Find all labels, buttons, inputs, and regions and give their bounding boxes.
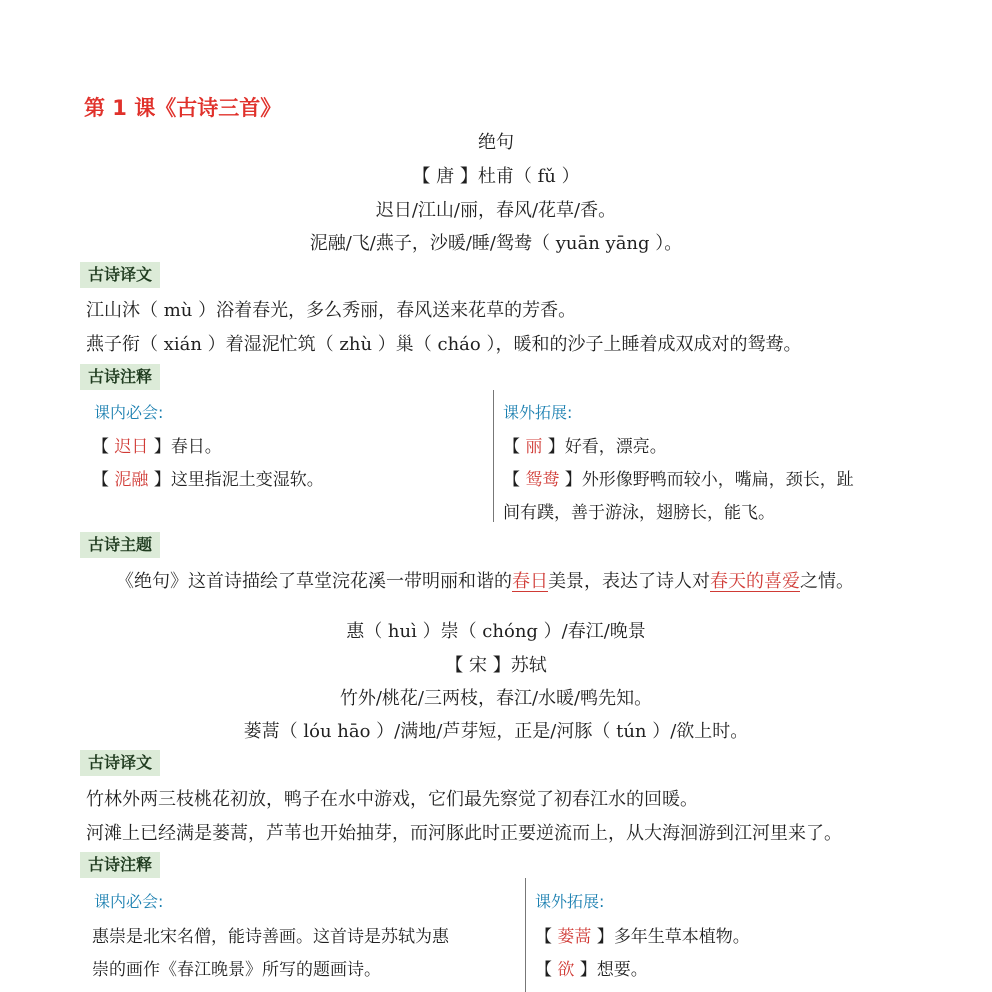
poem2-translation-1: 竹林外两三枝桃花初放，鸭子在水中游戏，它们最先察觉了初春江水的回暖。 xyxy=(86,789,698,810)
poem2-outside-label: 课外拓展: xyxy=(535,892,605,911)
poem2-translation-2: 河滩上已经满是蒌蒿，芦苇也开始抽芽，而河豚此时正要逆流而上，从大海洄游到江河里来了。 xyxy=(86,823,842,844)
lesson-title: 第 1 课《古诗三首》 xyxy=(84,96,282,120)
poem2-outside-note-1: 【 蒌蒿 】多年生草本植物。 xyxy=(535,927,750,947)
note-text: 想要。 xyxy=(596,960,648,980)
note-term: 鸳鸯 xyxy=(525,470,560,490)
poem1-outside-label: 课外拓展: xyxy=(503,403,573,422)
poem1-author: 【 唐 】杜甫（ fǔ ） xyxy=(412,166,580,187)
poem1-theme-text xyxy=(116,567,854,593)
poem1-notes-tag: 古诗注释 xyxy=(80,364,160,390)
poem1-inside-note-2: 【 泥融 】这里指泥土变湿软。 xyxy=(92,470,324,490)
poem1-outside-note-2: 【 鸳鸯 】外形像野鸭而较小，嘴扁，颈长，趾 xyxy=(503,470,854,490)
theme-part: 《绝句》这首诗描绘了草堂浣花溪一带明丽和谐的 xyxy=(116,571,512,592)
note-text: 这里指泥土变湿软。 xyxy=(170,470,324,490)
poem1-line-2: 泥融/飞/燕子，沙暖/睡/鸳鸯（ yuān yāng ）。 xyxy=(309,233,683,254)
poem1-inside-label: 课内必会: xyxy=(94,403,164,422)
poem1-translation-2: 燕子衔（ xián ）着湿泥忙筑（ zhù ）巢（ cháo ），暖和的沙子上睡着成双成对的鸳鸯。 xyxy=(86,334,802,355)
note-text: 春日。 xyxy=(170,437,222,457)
poem2-notes-tag: 古诗注释 xyxy=(80,852,160,878)
poem2-inside-text-2: 崇的画作《春江晚景》所写的题画诗。 xyxy=(92,960,381,980)
poem2-notes-divider xyxy=(525,878,526,992)
theme-highlight-love-spring: 春天的喜爱 xyxy=(710,571,800,592)
poem1-inside-note-1: 【 迟日 】春日。 xyxy=(92,437,222,457)
theme-part: 之情。 xyxy=(800,571,854,592)
poem2-translation-tag: 古诗译文 xyxy=(80,750,160,776)
poem1-translation-1: 江山沐（ mù ）浴着春光，多么秀丽，春风送来花草的芳香。 xyxy=(86,300,577,321)
note-term: 蒌蒿 xyxy=(557,927,592,947)
poem1-translation-tag: 古诗译文 xyxy=(80,262,160,288)
poem2-line-2: 蒌蒿（ lóu hāo ）/满地/芦芽短，正是/河豚（ tún ）/欲上时。 xyxy=(243,721,749,742)
note-text: 好看，漂亮。 xyxy=(564,437,667,457)
note-term: 丽 xyxy=(525,437,543,457)
poem2-author: 【 宋 】苏轼 xyxy=(445,655,547,676)
poem2-line-1: 竹外/桃花/三两枝，春江/水暖/鸭先知。 xyxy=(339,688,653,709)
note-text: 多年生草本植物。 xyxy=(613,927,750,947)
poem1-outside-note-2-cont: 间有蹼，善于游泳，翅膀长，能飞。 xyxy=(503,503,775,523)
poem2-outside-note-2: 【 欲 】想要。 xyxy=(535,960,648,980)
note-term: 欲 xyxy=(557,960,575,980)
poem2-inside-text-1: 惠崇是北宋名僧，能诗善画。这首诗是苏轼为惠 xyxy=(92,927,449,947)
theme-part: 美景，表达了诗人对 xyxy=(548,571,710,592)
poem1-title: 绝句 xyxy=(478,132,514,153)
poem1-outside-note-1: 【 丽 】好看，漂亮。 xyxy=(503,437,667,457)
poem1-theme-tag: 古诗主题 xyxy=(80,532,160,558)
theme-highlight-spring-day: 春日 xyxy=(512,571,548,592)
poem1-notes-divider xyxy=(493,390,494,522)
note-term: 迟日 xyxy=(114,437,149,457)
poem2-title: 惠（ huì ）崇（ chóng ）/春江/晚景 xyxy=(346,621,646,642)
poem1-line-1: 迟日/江山/丽，春风/花草/香。 xyxy=(375,200,617,221)
note-text: 外形像野鸭而较小，嘴扁，颈长，趾 xyxy=(581,470,854,490)
note-term: 泥融 xyxy=(114,470,149,490)
poem2-inside-label: 课内必会: xyxy=(94,892,164,911)
